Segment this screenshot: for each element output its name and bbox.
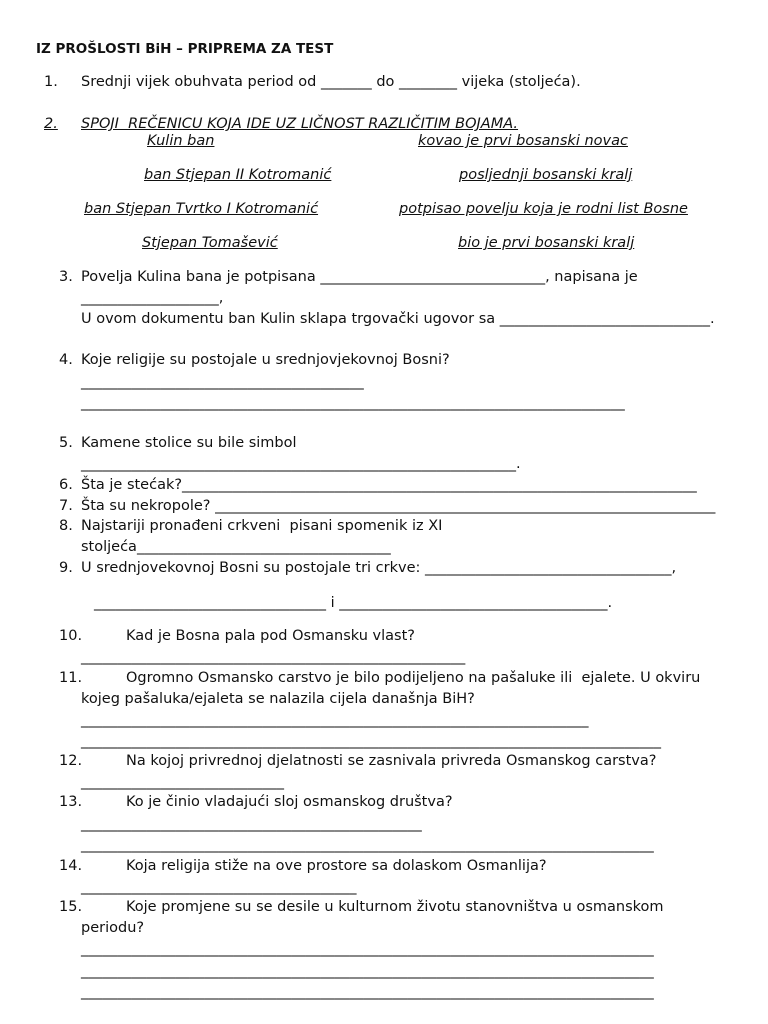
answer-blank: ______________________________________________________________________	[81, 712, 589, 728]
answer-blank: _______________________________________	[81, 374, 364, 390]
question-text: Koja religija stiže na ove prostore sa dolaskom Osmanlija?	[126, 858, 547, 874]
question-number: 8.	[59, 518, 73, 534]
question-number: 14.	[59, 858, 83, 874]
answer-blank: ____________________________	[81, 774, 284, 790]
question-text: stoljeća___________________________________	[81, 539, 391, 555]
question-text: U srednjovekovnoj Bosni su postojale tri crkve: __________________________________,	[81, 560, 677, 576]
question-number: 13.	[59, 794, 83, 810]
match-right-item: bio je prvi bosanski kralj	[458, 235, 635, 251]
question-text: periodu?	[81, 920, 145, 936]
answer-blank: _______________________________________________________________________________	[81, 837, 654, 853]
question-number: 6.	[59, 477, 73, 493]
question-text: kojeg pašaluka/ejaleta se nalazila cijela današnja BiH?	[81, 691, 475, 707]
answer-blank: _______________________________________________________________________________	[81, 963, 654, 979]
question-number: 2.	[44, 116, 58, 132]
match-left-item: Stjepan Tomašević	[142, 235, 278, 251]
question-text: Na kojoj privrednoj djelatnosti se zasnivala privreda Osmanskog carstva?	[126, 753, 657, 769]
match-left-item: Kulin ban	[147, 133, 215, 149]
answer-blank: ________________________________ i _____________________________________.	[94, 595, 613, 611]
match-right-item: potpisao povelju koja je rodni list Bosne	[399, 201, 688, 217]
question-number: 11.	[59, 670, 83, 686]
answer-blank: ______________________________________	[81, 879, 357, 895]
question-text: Šta je stećak?_______________________________________________________________________	[81, 477, 697, 493]
answer-blank: _______________________________________________________________________________	[81, 941, 654, 957]
question-text: Koje promjene su se desile u kulturnom životu stanovništva u osmanskom	[126, 899, 664, 915]
question-text: Šta su nekropole? _____________________________________________________________________	[81, 498, 716, 514]
answer-blank: _____________________________________________________	[81, 649, 466, 665]
answer-blank: ________________________________________________________________________________	[81, 733, 661, 749]
question-text: U ovom dokumentu ban Kulin sklapa trgovački ugovor sa _____________________________.	[81, 311, 715, 327]
question-text: Povelja Kulina bana je potpisana _______________________________, napisana je	[81, 269, 638, 285]
question-number: 3.	[59, 269, 73, 285]
question-text: SPOJI REČENICU KOJA IDE UZ LIČNOST RAZLIČITIM BOJAMA.	[81, 116, 519, 132]
question-number: 1.	[44, 74, 58, 90]
question-number: 7.	[59, 498, 73, 514]
question-text: Koje religije su postojale u srednjovjekovnoj Bosni?	[81, 352, 450, 368]
question-number: 15.	[59, 899, 83, 915]
question-text: Ko je činio vladajući sloj osmanskog društva?	[126, 794, 453, 810]
page-title: IZ PROŠLOSTI BiH – PRIPREMA ZA TEST	[36, 41, 334, 57]
question-text: Srednji vijek obuhvata period od _______ do ________ vijeka (stoljeća).	[81, 74, 581, 90]
answer-blank: ____________________________________________________________.	[81, 456, 521, 472]
question-number: 10.	[59, 628, 83, 644]
answer-blank: ___________________,	[81, 290, 224, 306]
match-left-item: ban Stjepan Tvrtko I Kotromanić	[84, 201, 319, 217]
match-right-item: kovao je prvi bosanski novac	[418, 133, 628, 149]
question-number: 12.	[59, 753, 83, 769]
answer-blank: ___________________________________________________________________________	[81, 395, 625, 411]
answer-blank: _______________________________________________	[81, 816, 422, 832]
question-text: Kamene stolice su bile simbol	[81, 435, 297, 451]
match-right-item: posljednji bosanski kralj	[459, 167, 633, 183]
question-text: Najstariji pronađeni crkveni pisani spomenik iz XI	[81, 518, 443, 534]
match-left-item: ban Stjepan II Kotromanić	[144, 167, 332, 183]
question-text: Ogromno Osmansko carstvo je bilo podijeljeno na pašaluke ili ejalete. U okviru	[126, 670, 701, 686]
question-number: 9.	[59, 560, 73, 576]
answer-blank: _______________________________________________________________________________	[81, 984, 654, 1000]
question-number: 5.	[59, 435, 73, 451]
question-number: 4.	[59, 352, 73, 368]
question-text: Kad je Bosna pala pod Osmansku vlast?	[126, 628, 415, 644]
